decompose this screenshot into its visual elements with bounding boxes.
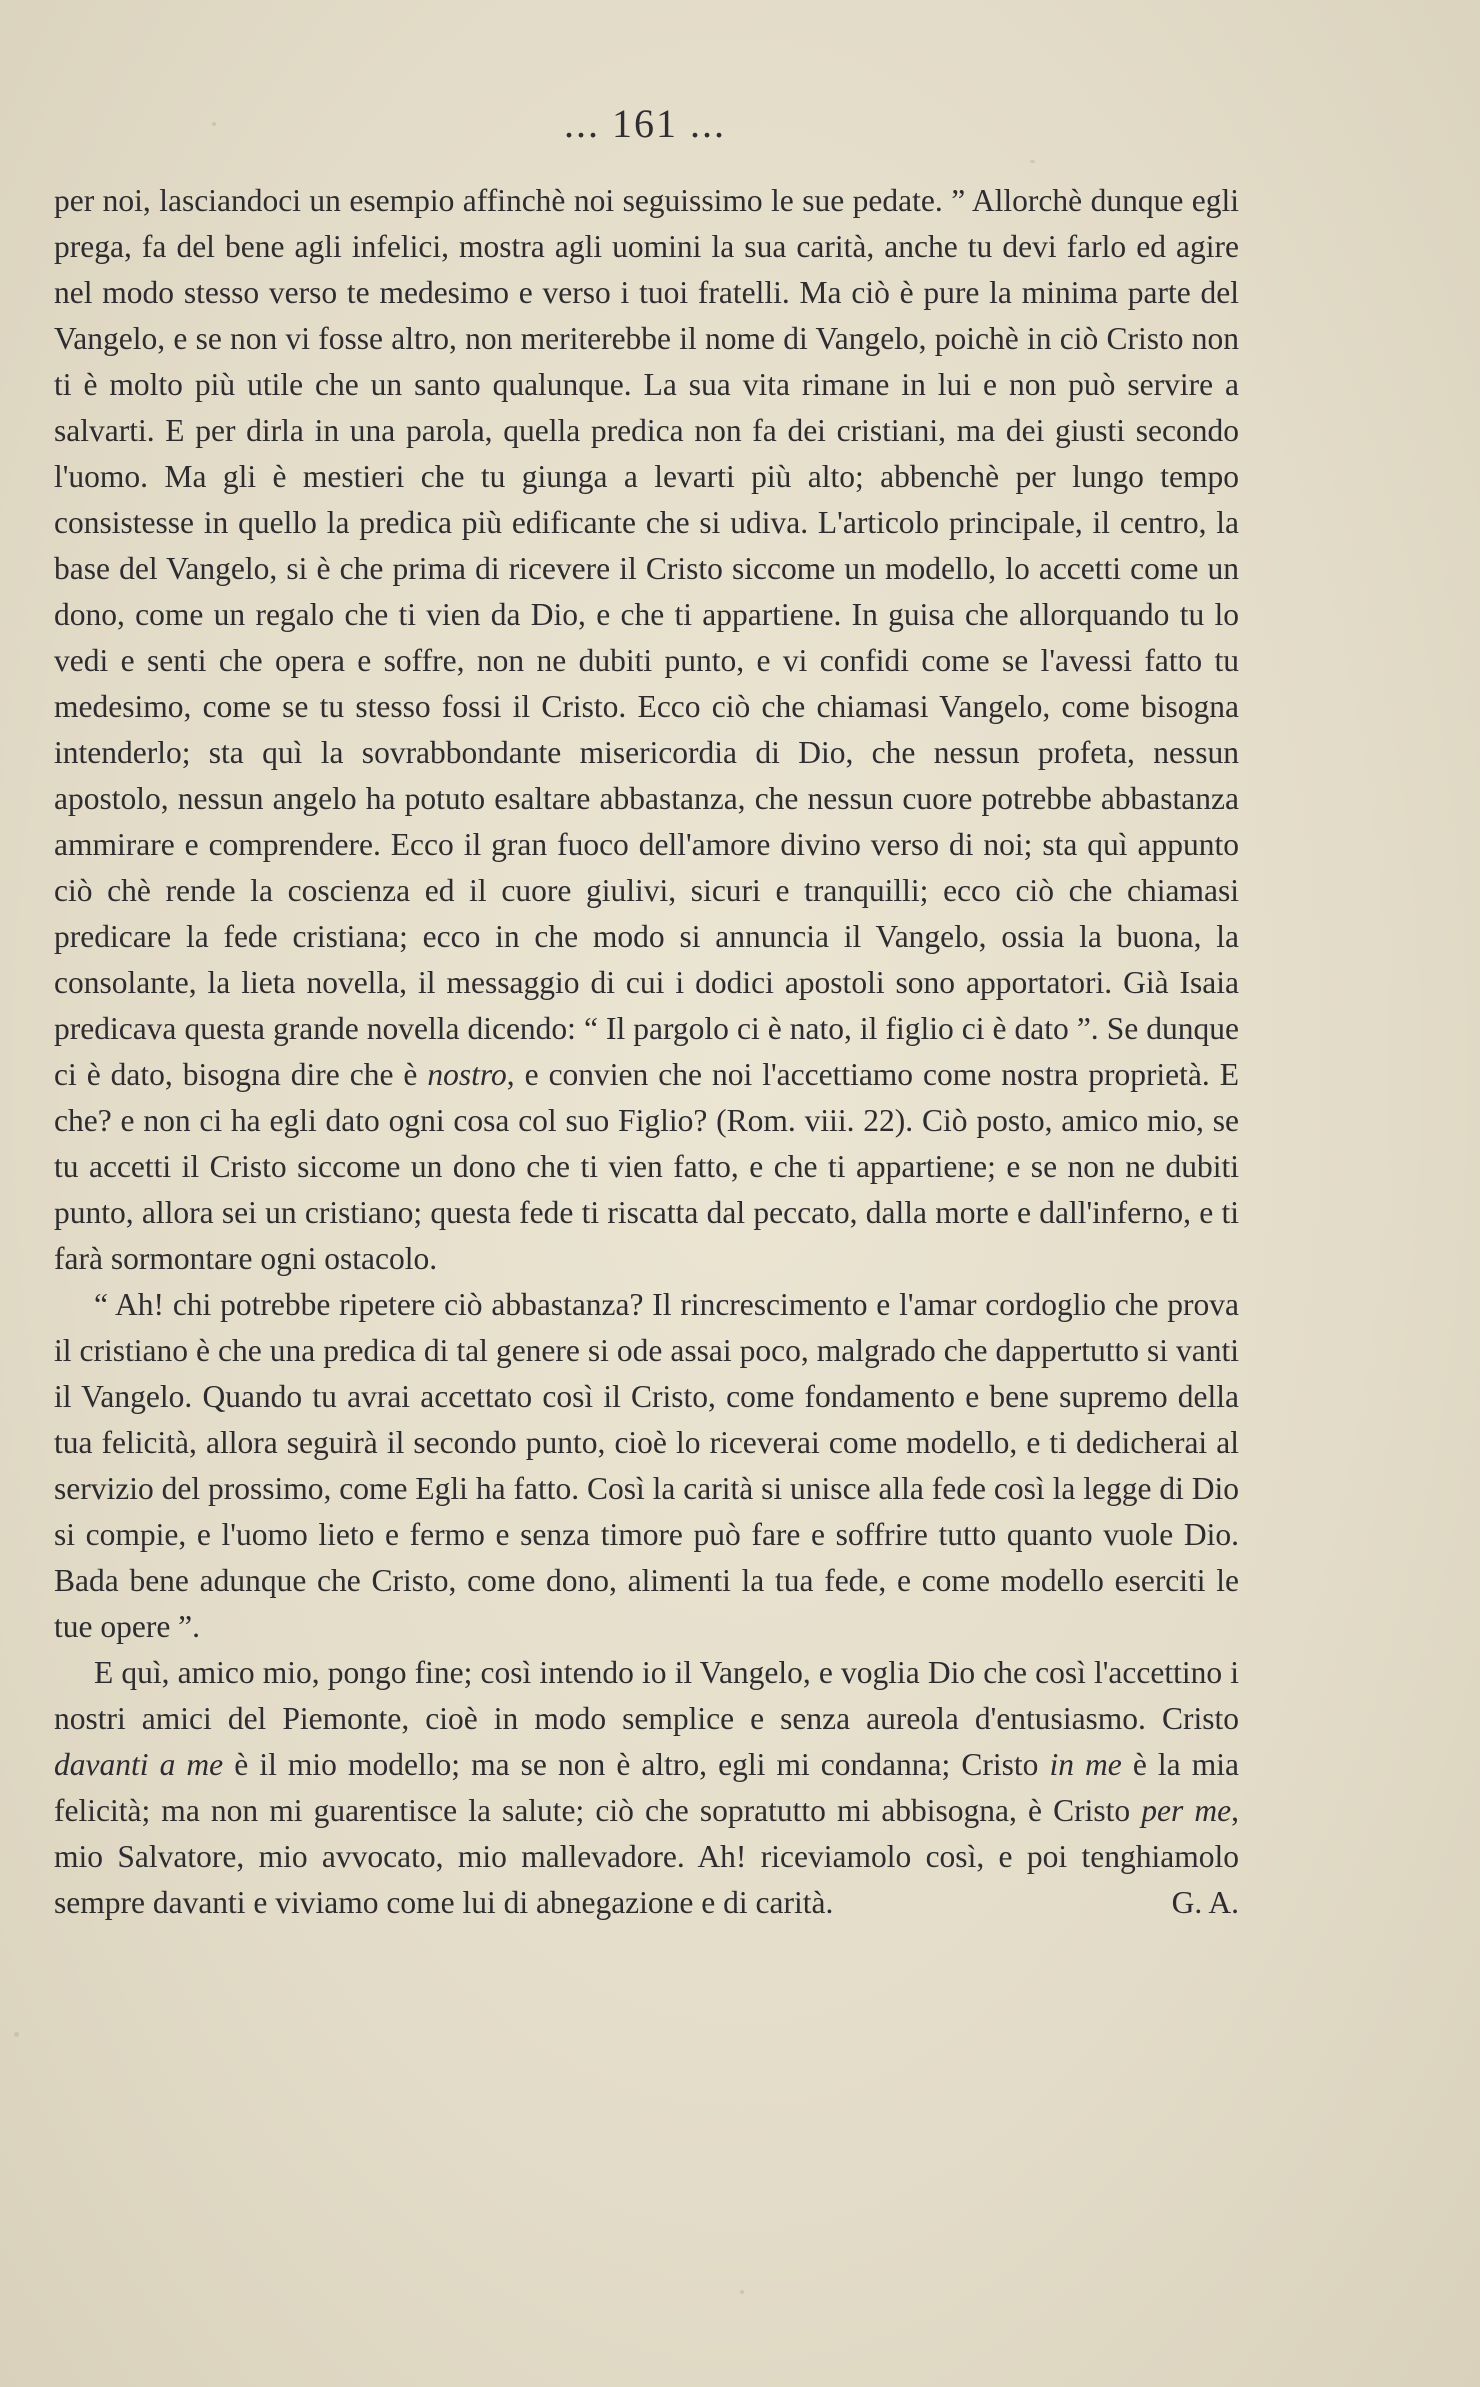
author-signature: G. A. [1171,1885,1239,1920]
paragraph-1 [54,178,1239,1282]
paragraph-3-emphasis-1: davanti a me [54,1747,224,1782]
paragraph-1-emphasis: nostro [427,1057,507,1092]
paper-speck [740,2290,744,2294]
body-text [54,178,1239,1926]
paragraph-3-text-b: è il mio modello; ma se non è altro, egli mi condanna; Cristo [223,1747,1050,1782]
paper-speck [1030,160,1035,163]
paragraph-1-text-b: , e convien che noi l'accettiamo come nostra proprietà. E che? e non ci ha egli dato ogni cosa col suo Figlio? (Rom. viii. 22). Ciò posto, amico mio, se tu accetti il Cristo siccome un dono che ti vien fatto, e che ti appartiene; e se non ne dubiti punto, allora sei un cristiano; questa fede ti riscatta dal peccato, dalla morte e dall'inferno, e ti farà sormontare ogni ostacolo. [54,1057,1239,1276]
paragraph-3-emphasis-3: per me [1141,1793,1232,1828]
paragraph-3-text-a: E quì, amico mio, pongo fine; così intendo io il Vangelo, e voglia Dio che così l'accettino i nostri amici del Piemonte, cioè in modo semplice e senza aureola d'entusiasmo. Cristo [54,1655,1239,1736]
paragraph-2: “ Ah! chi potrebbe ripetere ciò abbastanza? Il rincrescimento e l'amar cordoglio che prova il cristiano è che una predica di tal genere si ode assai poco, malgrado che dappertutto si vanti il Vangelo. Quando tu avrai accettato così il Cristo, come fondamento e bene supremo della tua felicità, allora seguirà il secondo punto, cioè lo riceverai come modello, e ti dedicherai al servizio del prossimo, come Egli ha fatto. Così la carità si unisce alla fede così la legge di Dio si compie, e l'uomo lieto e fermo e senza timore può fare e soffrire tutto quanto vuole Dio. Bada bene adunque che Cristo, come dono, alimenti la tua fede, e come modello eserciti le tue opere ”. [54,1287,1239,1644]
paragraph-3 [54,1650,1239,1926]
paragraph-3-emphasis-2: in me [1049,1747,1122,1782]
paper-speck [14,2032,19,2037]
paragraph-1-text-a: per noi, lasciandoci un esempio affinchè noi seguissimo le sue pedate. ” Allorchè dunque egli prega, fa del bene agli infelici, mostra agli uomini la sua carità, anche tu devi farlo ed agire nel modo stesso verso te medesimo e verso i tuoi fratelli. Ma ciò è pure la minima parte del Vangelo, e se non vi fosse altro, non meriterebbe il nome di Vangelo, poichè in ciò Cristo non ti è molto più utile che un santo qualunque. La sua vita rimane in lui e non può servire a salvarti. E per dirla in una parola, quella predica non fa dei cristiani, ma dei giusti secondo l'uomo. Ma gli è mestieri che tu giunga a levarti più alto; abbenchè per lungo tempo consistesse in quello la predica più edificante che si udiva. L'articolo principale, il centro, la base del Vangelo, si è che prima di ricevere il Cristo siccome un modello, lo accetti come un dono, come un regalo che ti vien da Dio, e che ti appartiene. In guisa che allorquando tu lo vedi e senti che opera e soffre, non ne dubiti punto, e vi confidi come se l'avessi fatto tu medesimo, come se tu stesso fossi il Cristo. Ecco ciò che chiamasi Vangelo, come bisogna intenderlo; sta quì la sovrabbondante misericordia di Dio, che nessun profeta, nessun apostolo, nessun angelo ha potuto esaltare abbastanza, che nessun cuore potrebbe abbastanza ammirare e comprendere. Ecco il gran fuoco dell'amore divino verso di noi; sta quì appunto ciò chè rende la coscienza ed il cuore giulivi, sicuri e tranquilli; ecco ciò che chiamasi predicare la fede cristiana; ecco in che modo si annuncia il Vangelo, ossia la buona, la consolante, la lieta novella, il messaggio di cui i dodici apostoli sono apportatori. Già Isaia predicava questa grande novella dicendo: “ Il pargolo ci è nato, il figlio ci è dato ”. Se dunque ci è dato, bisogna dire che è [54,183,1239,1092]
paragraph-3-text-c: è la mia felicità; ma non mi guarentisce la salute; ciò che sopratutto mi abbisogna, è Cristo [54,1747,1239,1828]
page-number: ... 161 ... [564,101,726,146]
paragraph-3-text-d: , mio Salvatore, mio avvocato, mio mallevadore. Ah! riceviamolo così, e poi tenghiamolo sempre davanti e viviamo come lui di abnegazione e di carità. [54,1793,1239,1920]
